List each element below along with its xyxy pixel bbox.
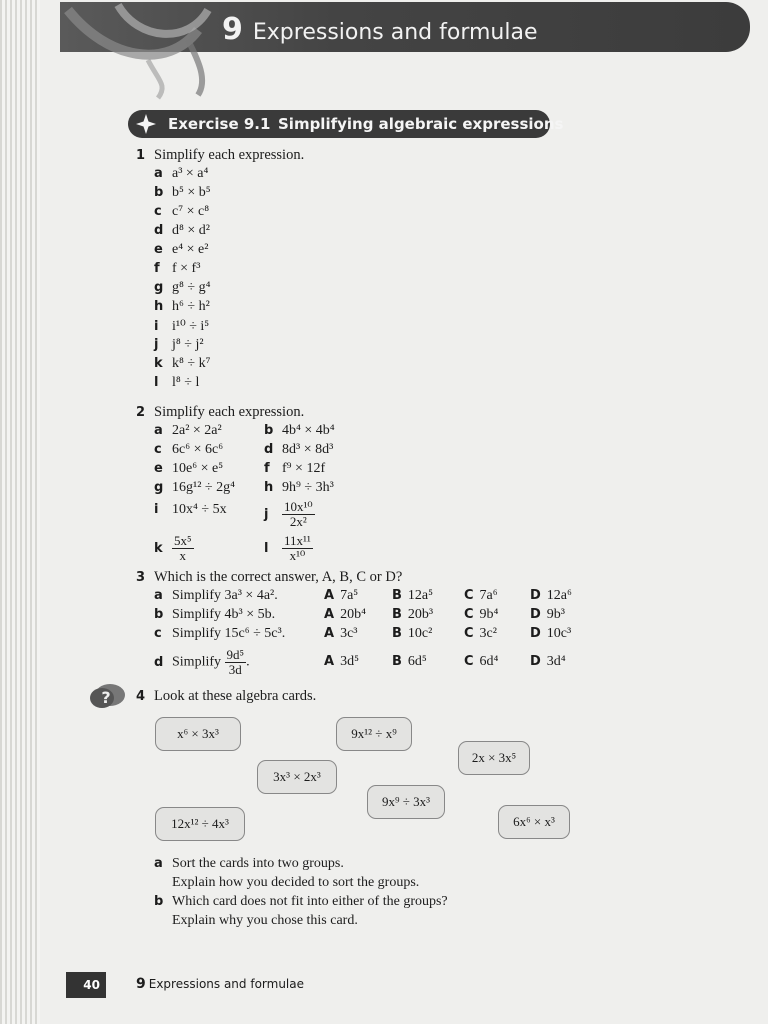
option-c: 6d⁴ bbox=[479, 654, 499, 669]
q2-row bbox=[154, 442, 374, 460]
part-question: Simplify 15c⁶ ÷ 5c³. bbox=[172, 626, 286, 641]
algebra-card: x⁶ × 3x³ bbox=[155, 717, 241, 751]
svg-text:?: ? bbox=[101, 688, 111, 707]
item-label: b bbox=[264, 423, 274, 438]
exercise-title: Simplifying algebraic expressions bbox=[278, 115, 564, 133]
denominator: 3d bbox=[228, 662, 242, 677]
q2-row bbox=[154, 461, 374, 479]
q1-item bbox=[154, 223, 210, 241]
discussion-icon bbox=[88, 682, 126, 712]
question-number: 2 bbox=[136, 405, 146, 420]
option-letter: D bbox=[530, 654, 541, 669]
q1-item bbox=[154, 356, 210, 374]
item-expression: f⁹ × 12f bbox=[282, 461, 326, 476]
item-expression: 8d³ × 8d³ bbox=[282, 442, 334, 457]
question-number: 4 bbox=[136, 689, 146, 704]
option-letter: C bbox=[464, 626, 474, 641]
item-expression: a³ × a⁴ bbox=[172, 166, 209, 181]
option-b: 20b³ bbox=[407, 607, 434, 622]
option-letter: D bbox=[530, 607, 541, 622]
footer-chapter-number: 9 bbox=[136, 976, 146, 992]
item-expression: 4b⁴ × 4b⁴ bbox=[282, 423, 335, 438]
option-letter: A bbox=[324, 588, 335, 603]
exercise-banner bbox=[128, 110, 564, 138]
algebra-card: 2x × 3x⁵ bbox=[458, 741, 530, 775]
q3-part bbox=[154, 607, 594, 625]
option-b: 6d⁵ bbox=[407, 654, 427, 669]
fraction bbox=[282, 534, 313, 563]
item-label: b bbox=[154, 185, 164, 200]
item-label: l bbox=[264, 540, 269, 556]
item-expression: e⁴ × e² bbox=[172, 242, 209, 257]
option-c: 7a⁶ bbox=[479, 588, 498, 603]
question-prompt: Look at these algebra cards. bbox=[154, 688, 317, 704]
item-label: c bbox=[154, 204, 162, 219]
item-label: f bbox=[154, 261, 160, 276]
q1-item bbox=[154, 242, 208, 260]
item-label: j bbox=[154, 337, 159, 352]
option-d: 9b³ bbox=[546, 607, 565, 622]
denominator: 2x² bbox=[289, 514, 307, 529]
option-a: 3d⁵ bbox=[340, 654, 359, 669]
item-expression: h⁶ ÷ h² bbox=[172, 299, 210, 314]
question-3 bbox=[136, 569, 402, 586]
q4-part-b bbox=[154, 894, 448, 912]
algebra-card: 6x⁶ × x³ bbox=[498, 805, 570, 839]
item-expression: 10e⁶ × e⁵ bbox=[172, 461, 224, 476]
question-1 bbox=[136, 147, 304, 164]
item-label: j bbox=[264, 506, 269, 522]
question-number: 1 bbox=[136, 148, 146, 163]
part-text: Which card does not fit into either of the groups? bbox=[172, 894, 448, 909]
q4-part-b-line2: Explain why you chose this card. bbox=[172, 913, 358, 928]
option-b: 12a⁵ bbox=[407, 588, 434, 603]
option-d: 3d⁴ bbox=[546, 654, 566, 669]
item-label: k bbox=[154, 356, 163, 371]
item-label: d bbox=[154, 654, 164, 670]
option-a: 3c³ bbox=[340, 626, 358, 641]
denominator: x¹⁰ bbox=[289, 548, 306, 563]
algebra-card: 9x¹² ÷ x⁹ bbox=[336, 717, 412, 751]
q1-item bbox=[154, 375, 199, 393]
item-label: l bbox=[154, 375, 159, 390]
item-label: e bbox=[154, 242, 163, 257]
option-letter: B bbox=[392, 588, 402, 603]
item-label: d bbox=[264, 442, 274, 457]
option-letter: B bbox=[392, 654, 402, 669]
algebra-card: 3x³ × 2x³ bbox=[257, 760, 337, 794]
item-label: h bbox=[154, 299, 164, 314]
option-c: 9b⁴ bbox=[479, 607, 499, 622]
algebra-card: 12x¹² ÷ 4x³ bbox=[155, 807, 245, 841]
item-label: g bbox=[154, 280, 164, 295]
option-letter: A bbox=[324, 654, 335, 669]
item-expression: l⁸ ÷ l bbox=[172, 375, 200, 390]
item-label: a bbox=[154, 856, 163, 871]
part-text: Sort the cards into two groups. bbox=[172, 856, 344, 871]
option-b: 10c² bbox=[407, 626, 433, 641]
item-label: b bbox=[154, 894, 164, 909]
item-label: e bbox=[154, 461, 163, 476]
q2-row bbox=[154, 423, 374, 441]
item-label: a bbox=[154, 423, 163, 438]
q1-item bbox=[154, 337, 204, 355]
option-letter: A bbox=[324, 607, 335, 622]
item-label: f bbox=[264, 461, 270, 476]
fraction bbox=[282, 500, 315, 529]
exercise-number: Exercise 9.1 bbox=[168, 115, 271, 133]
option-a: 20b⁴ bbox=[340, 607, 366, 622]
part-question: Simplify bbox=[172, 654, 222, 670]
question-prompt: Simplify each expression. bbox=[154, 404, 305, 420]
q1-item bbox=[154, 185, 211, 203]
question-2 bbox=[136, 404, 304, 421]
item-expression: d⁸ × d² bbox=[172, 223, 210, 238]
q2-row bbox=[154, 534, 374, 564]
item-expression: 2a² × 2a² bbox=[172, 423, 222, 438]
footer-chapter-title: Expressions and formulae bbox=[148, 977, 304, 991]
option-letter: C bbox=[464, 588, 474, 603]
chapter-title bbox=[222, 12, 538, 47]
numerator: 11x¹¹ bbox=[284, 533, 311, 548]
item-label: d bbox=[154, 223, 164, 238]
q4-part-a-line2: Explain how you decided to sort the groups. bbox=[172, 875, 420, 890]
option-d: 10c³ bbox=[546, 626, 572, 641]
q1-item bbox=[154, 166, 208, 184]
part-question: Simplify 3a³ × 4a². bbox=[172, 588, 278, 603]
option-letter: A bbox=[324, 626, 335, 641]
fraction bbox=[172, 534, 194, 563]
item-label: k bbox=[154, 540, 163, 556]
q2-row bbox=[154, 499, 374, 532]
question-4 bbox=[136, 688, 316, 705]
q1-item bbox=[154, 261, 200, 279]
q1-item bbox=[154, 299, 210, 317]
item-label: i bbox=[154, 502, 159, 517]
page-number: 40 bbox=[66, 972, 106, 998]
question-prompt: Simplify each expression. bbox=[154, 147, 305, 163]
q3-part bbox=[154, 626, 594, 644]
page-edges bbox=[0, 0, 40, 1024]
item-label: c bbox=[154, 626, 162, 641]
item-expression: b⁵ × b⁵ bbox=[172, 185, 211, 200]
item-expression: j⁸ ÷ j² bbox=[172, 337, 204, 352]
item-label: g bbox=[154, 480, 164, 495]
algebra-card: 9x⁹ ÷ 3x³ bbox=[367, 785, 445, 819]
footer-title bbox=[136, 976, 304, 992]
denominator: x bbox=[179, 548, 187, 563]
option-letter: B bbox=[392, 626, 402, 641]
item-expression: 9h⁹ ÷ 3h³ bbox=[282, 480, 334, 495]
q4-part-a bbox=[154, 856, 344, 874]
numerator: 9d⁵ bbox=[226, 647, 245, 662]
part-question: Simplify 4b³ × 5b. bbox=[172, 607, 276, 622]
q1-item bbox=[154, 280, 210, 298]
q3-part: d Simplify $\frac{\text{9d⁵}}{3d}$ . A 3d⁵ B 6d⁵ C 6d⁴ D 3d⁴ bbox=[154, 647, 566, 677]
question-prompt: Which is the correct answer, A, B, C or D? bbox=[154, 569, 403, 585]
option-a: 7a⁵ bbox=[340, 588, 359, 603]
option-letter: D bbox=[530, 588, 541, 603]
item-label: a bbox=[154, 588, 163, 603]
option-c: 3c² bbox=[479, 626, 497, 641]
swirl-decoration-icon bbox=[48, 0, 228, 100]
item-label: a bbox=[154, 166, 163, 181]
item-expression: 6c⁶ × 6c⁶ bbox=[172, 442, 224, 457]
item-expression: g⁸ ÷ g⁴ bbox=[172, 280, 211, 295]
item-expression: f × f³ bbox=[172, 261, 201, 276]
star-icon bbox=[136, 114, 156, 134]
question-number: 3 bbox=[136, 570, 146, 585]
numerator: 10x¹⁰ bbox=[284, 499, 313, 514]
chapter-title-text: Expressions and formulae bbox=[252, 20, 538, 45]
option-letter: B bbox=[392, 607, 402, 622]
item-label: h bbox=[264, 480, 274, 495]
option-d: 12a⁶ bbox=[546, 588, 572, 603]
item-expression: c⁷ × c⁸ bbox=[172, 204, 210, 219]
q3-part bbox=[154, 588, 594, 606]
fraction bbox=[225, 648, 247, 677]
item-expression: i¹⁰ ÷ i⁵ bbox=[172, 319, 210, 334]
q1-item bbox=[154, 318, 209, 336]
item-label: b bbox=[154, 607, 164, 622]
numerator: 5x⁵ bbox=[174, 533, 192, 548]
option-letter: C bbox=[464, 607, 474, 622]
q2-row bbox=[154, 480, 374, 498]
option-letter: C bbox=[464, 654, 474, 669]
option-letter: D bbox=[530, 626, 541, 641]
item-expression: k⁸ ÷ k⁷ bbox=[172, 356, 211, 371]
item-label: i bbox=[154, 319, 159, 334]
item-label: c bbox=[154, 442, 162, 457]
item-expression: 16g¹² ÷ 2g⁴ bbox=[172, 480, 235, 495]
chapter-number: 9 bbox=[222, 12, 243, 47]
q1-item bbox=[154, 204, 209, 222]
item-expression: 10x⁴ ÷ 5x bbox=[172, 502, 227, 517]
